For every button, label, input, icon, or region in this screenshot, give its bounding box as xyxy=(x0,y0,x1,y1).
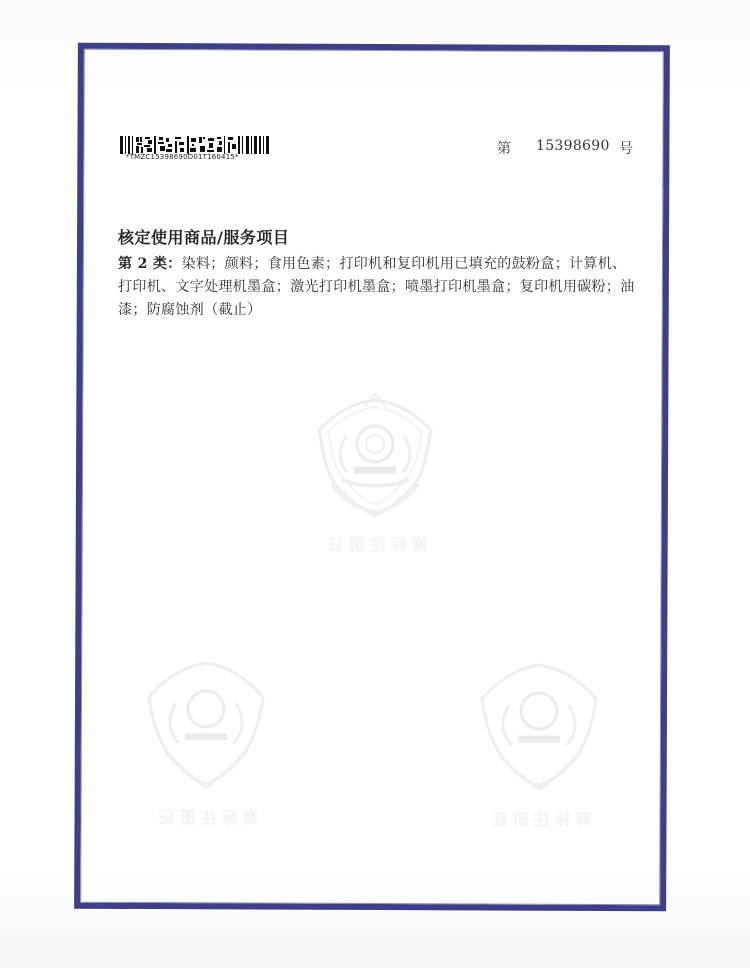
embossed-seal-left xyxy=(140,655,272,835)
barcode-graphic xyxy=(120,136,270,154)
registration-number xyxy=(497,138,637,156)
national-emblem-icon xyxy=(310,392,440,527)
barcode xyxy=(120,136,270,166)
barcode-text: *TMZC15398690D01T160415* xyxy=(126,153,239,161)
registration-suffix: 号 xyxy=(619,141,633,157)
registration-prefix: 第 xyxy=(497,141,511,157)
registration-value: 15398690 xyxy=(536,138,610,154)
national-emblem-icon xyxy=(140,655,272,800)
goods-items-text: 染料；颜料；食用色素；打印机和复印机用已填充的鼓粉盒；计算机、打印机、文字处理机墨盒；激光打印机墨盒；喷墨打印机墨盒；复印机用碳粉；油漆；防腐蚀剂（截止） xyxy=(118,256,635,318)
seal-label-center: 商标注册证 xyxy=(322,535,428,554)
national-emblem-icon xyxy=(471,657,606,802)
approved-goods-list xyxy=(118,253,638,322)
goods-class-label: 第 2 类： xyxy=(118,256,182,272)
embossed-seal-right xyxy=(471,657,606,837)
seal-label-left: 商标注册证 xyxy=(153,808,259,827)
embossed-seal-center xyxy=(310,392,440,562)
approved-goods-title: 核定使用商品/服务项目 xyxy=(118,228,290,247)
seal-label-right: 商标注册证 xyxy=(486,810,592,829)
